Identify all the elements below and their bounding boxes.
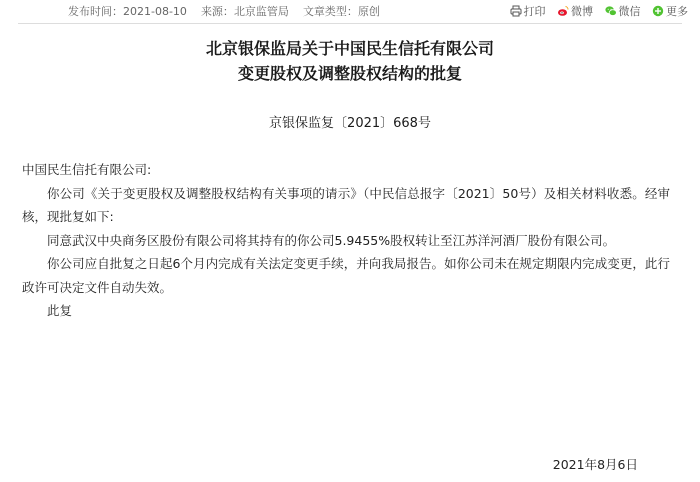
publish-date: 2021-08-10 (123, 5, 187, 18)
share-bar (502, 3, 689, 19)
wechat-share-button[interactable] (605, 3, 641, 19)
weibo-icon (557, 5, 569, 17)
wechat-icon (605, 5, 617, 17)
title-line-2: 变更股权及调整股权结构的批复 (237, 64, 462, 83)
title-line-1: 北京银保监局关于中国民生信托有限公司 (205, 39, 494, 58)
publish-label: 发布时间： (68, 5, 123, 18)
plus-circle-icon (652, 5, 664, 17)
document-number: 京银保监复〔2021〕668号 (269, 116, 431, 131)
type-label: 文章类型： (302, 5, 358, 18)
salutation: 中国民生信托有限公司: (22, 162, 152, 177)
more-label: 更多 (666, 5, 688, 18)
weibo-label: 微博 (571, 5, 593, 18)
wechat-label: 微信 (618, 5, 641, 18)
paragraph-2: 同意武汉中央商务区股份有限公司将其持有的你公司5.9455%股权转让至江苏洋河酒厂股份有限公司。 (47, 232, 616, 248)
weibo-share-button[interactable] (557, 3, 593, 19)
print-button[interactable] (510, 3, 546, 19)
document-date: 2021年8月6日 (552, 457, 638, 472)
printer-icon (510, 5, 522, 17)
print-label: 打印 (523, 5, 546, 18)
article-meta-bar (0, 0, 700, 22)
more-share-button[interactable] (652, 3, 688, 19)
paragraph-1: 你公司《关于变更股权及调整股权结构有关事项的请示》（中民信总报字〔2021〕50号）及相关材料收悉。经审核，现批复如下: (22, 185, 670, 224)
source-value: 北京监管局 (233, 5, 289, 18)
document-body (22, 158, 670, 323)
source-label: 来源： (200, 5, 234, 18)
paragraph-3: 你公司应自批复之日起6个月内完成有关法定变更手续，并向我局报告。如你公司未在规定期限内完成变更，此行政许可决定文件自动失效。 (22, 256, 670, 295)
header-divider (18, 23, 682, 24)
document-title (0, 36, 700, 86)
article-meta (68, 3, 380, 19)
closing: 此复 (47, 303, 73, 318)
type-value: 原创 (357, 5, 380, 18)
